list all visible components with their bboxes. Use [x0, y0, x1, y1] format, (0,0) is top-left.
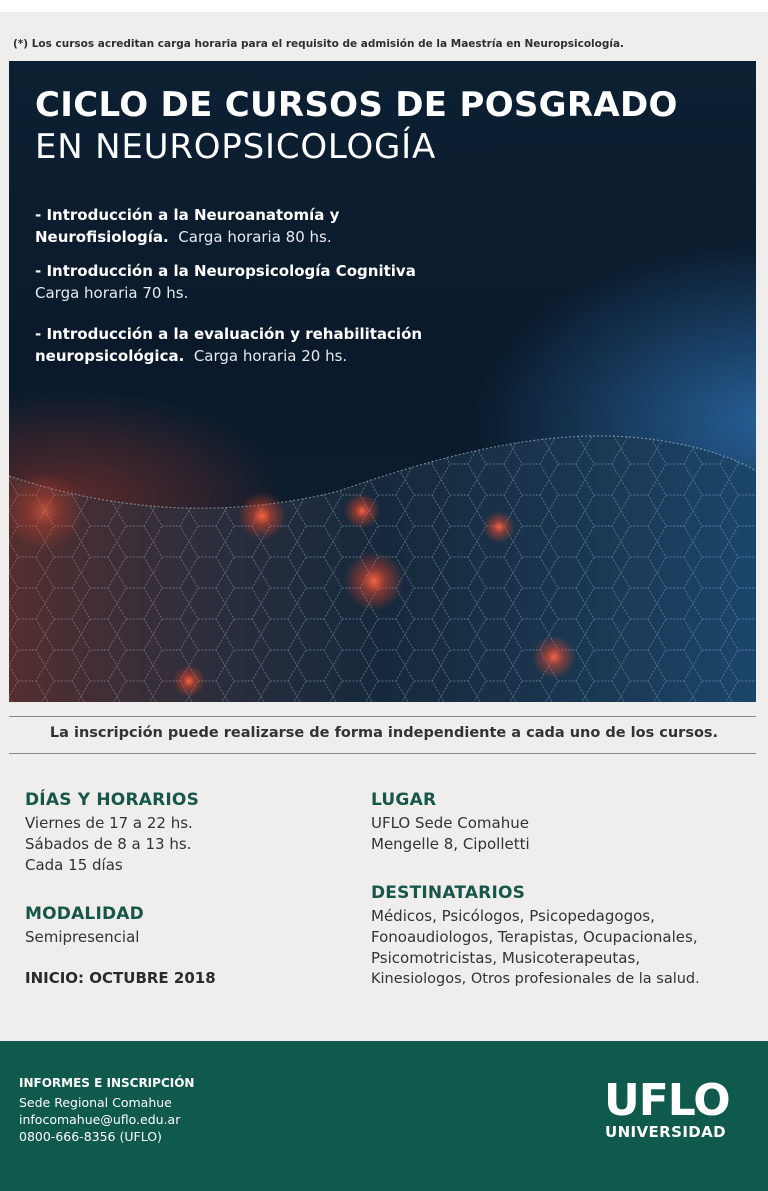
footnote-text: (*) Los cursos acreditan carga horaria para el requisito de admisión de la Maestría en Neuropsicología.	[13, 38, 625, 50]
divider-bottom	[9, 753, 756, 754]
contact-email[interactable]: infocomahue@uflo.edu.ar	[19, 1112, 181, 1127]
schedule-line: Sábados de 8 a 13 hs.	[25, 835, 192, 853]
course-name-cont: Neurofisiología.	[35, 228, 169, 246]
schedule-line: Cada 15 días	[25, 856, 123, 874]
audience-heading: DESTINATARIOS	[371, 883, 526, 903]
course-item	[35, 323, 422, 367]
course-item	[35, 260, 416, 304]
divider-top	[9, 716, 756, 717]
footer	[0, 1041, 768, 1191]
independent-enrollment-note: La inscripción puede realizarse de forma independiente a cada uno de los cursos.	[49, 725, 719, 741]
schedule-line: Viernes de 17 a 22 hs.	[25, 814, 193, 832]
hero-banner	[9, 61, 756, 702]
course-name: - Introducción a la Neuropsicología Cognitiva	[35, 262, 416, 280]
audience-line: Fonoaudiologos, Terapistas, Ocupacionales,	[371, 928, 698, 946]
start-date: INICIO: OCTUBRE 2018	[25, 969, 216, 987]
contact-office: Sede Regional Comahue	[19, 1095, 172, 1110]
place-heading: LUGAR	[371, 790, 437, 810]
uflo-logo: UFLO	[604, 1075, 730, 1126]
hero-title: CICLO DE CURSOS DE POSGRADO	[35, 85, 678, 125]
modality-heading: MODALIDAD	[25, 904, 144, 924]
schedule-heading: DÍAS Y HORARIOS	[25, 790, 200, 810]
course-hours: Carga horaria 20 hs.	[193, 347, 348, 365]
course-hours: Carga horaria 80 hs.	[178, 228, 332, 246]
course-hours: Carga horaria 70 hs.	[35, 284, 189, 302]
audience-line: Kinesiologos, Otros profesionales de la salud.	[371, 971, 700, 987]
audience-line: Médicos, Psicólogos, Psicopedagogos,	[371, 907, 655, 925]
poster	[0, 12, 768, 1191]
uflo-logo-subtitle: UNIVERSIDAD	[605, 1123, 727, 1141]
contact-heading: INFORMES E INSCRIPCIÓN	[19, 1076, 195, 1090]
course-item	[35, 204, 339, 248]
course-name-cont: neuropsicológica.	[35, 347, 185, 365]
contact-phone[interactable]: 0800-666-8356 (UFLO)	[19, 1129, 162, 1144]
place-line: UFLO Sede Comahue	[371, 814, 529, 832]
place-line: Mengelle 8, Cipolletti	[371, 835, 530, 853]
hero-subtitle: EN NEUROPSICOLOGÍA	[35, 127, 437, 167]
modality-value: Semipresencial	[25, 928, 140, 946]
course-name: - Introducción a la evaluación y rehabilitación	[35, 325, 423, 343]
audience-line: Psicomotricistas, Musicoterapeutas,	[371, 949, 641, 967]
course-name: - Introducción a la Neuroanatomía y	[35, 206, 340, 224]
